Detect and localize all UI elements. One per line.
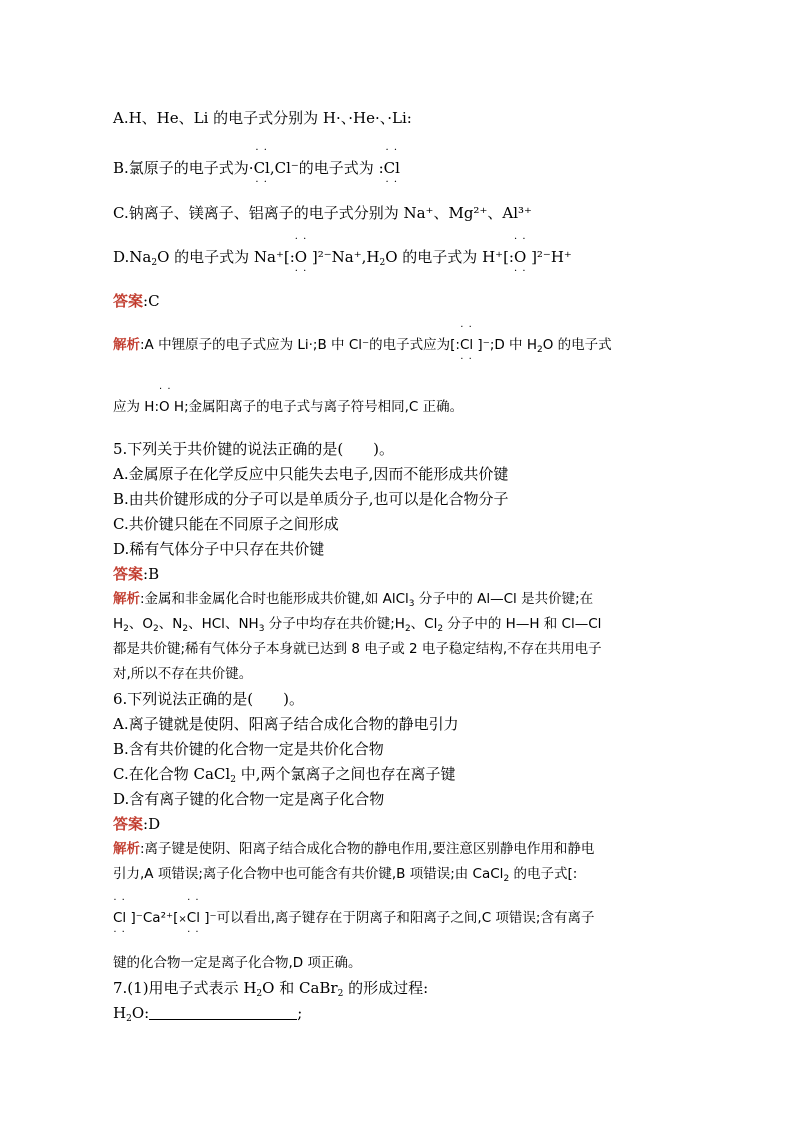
- o-electron-dot-2: · · O · ·: [513, 234, 527, 277]
- q5-option-a: A.金属原子在化学反应中只能失去电子,因而不能形成共价键: [113, 465, 509, 483]
- o-electron-dot: · · O: [159, 384, 172, 415]
- q5-stem: 5.下列关于共价键的说法正确的是( )。: [113, 440, 395, 458]
- q5-explanation-line-2: $H_2$、$O_2$、$N_2$、HCl、$NH_3$ 分子中均存在共价键$;H_2$、$Cl_2$ 分子中的 H—H 和 Cl—Cl: [113, 616, 602, 634]
- cl-electron-dot: · · Cl · ·: [253, 145, 270, 188]
- cl-electron-dot: · · Cl · ·: [113, 895, 127, 938]
- q6-explanation-line-2: 引力,A 项错误;离子化合物中也可能含有共价键,B 项错误;由 CaCl$_2$ 的电子式[:: [113, 866, 578, 884]
- q6-explanation-line-3: · · Cl · · ]⁻Ca²⁺[× · · Cl · · ]⁻可以看出,离子键存在于阴离子和阳离子之间,C 项错误;含有离子: [113, 895, 595, 938]
- q5-option-c: C.共价键只能在不同原子之间形成: [113, 515, 339, 533]
- answer-label: 答案: [113, 292, 144, 310]
- q5-explanation-line-1: 解析:金属和非金属化合时也能形成共价键,如 AlCl$_3$ 分子中的 Al—Cl 是共价键;在: [113, 591, 594, 609]
- q5-explanation-line-3: 都是共价键;稀有气体分子本身就已达到 8 电子或 2 电子稳定结构,不存在共用电子: [113, 641, 602, 657]
- q4-option-c: C.钠离子、镁离子、铝离子的电子式分别为 Na⁺、Mg²⁺、Al³⁺: [113, 204, 532, 222]
- q4-option-d: $D.Na_2O$ 的电子式为 Na⁺[: · · O · · ]$^{2-}Na^+,H_2O$ 的电子式为 H⁺[: · · O · · ]²⁻H⁺: [113, 234, 572, 277]
- q4-explanation-line-1: 解析:A 中锂原子的电子式应为 Li·;B 中 Cl⁻的电子式应为[: · · Cl · · ]⁻;D 中 $H_2O$ 的电子式: [113, 322, 612, 365]
- q7-stem: 7.(1)用电子式表示 $H_2O$ 和 CaBr$_2$ 的形成过程:: [113, 979, 429, 999]
- q5-option-d: D.稀有气体分子中只存在共价键: [113, 540, 325, 558]
- q5-answer: 答案:B: [113, 565, 160, 583]
- q4-option-b: B.氯原子的电子式为· · · Cl · · ,Cl⁻的电子式为 : · · Cl · ·: [113, 145, 400, 188]
- answer-label: 答案: [113, 815, 144, 833]
- q5-explanation-line-4: 对,所以不存在共价键。: [113, 666, 253, 682]
- q6-option-a: A.离子键就是使阴、阳离子结合成化合物的静电引力: [113, 715, 459, 733]
- q4-explanation-line-2: 应为 H: · · O H;金属阳离子的电子式与离子符号相同,C 正确。: [113, 384, 464, 415]
- cl-electron-dot: · · Cl · ·: [459, 322, 474, 365]
- q7-h2o-line: $H_2O$: ;: [113, 1004, 303, 1024]
- o-electron-dot: · · O · ·: [294, 234, 308, 277]
- q4-option-a: [113, 108, 412, 128]
- explanation-label: 解析: [113, 841, 140, 857]
- q6-option-c: C.在化合物 CaCl$_2$ 中,两个氯离子之间也存在离子键: [113, 765, 456, 785]
- cl-electron-dot-2: · · Cl · ·: [186, 895, 200, 938]
- explanation-label: 解析: [113, 591, 140, 607]
- q6-option-d: D.含有离子键的化合物一定是离子化合物: [113, 790, 385, 808]
- q6-explanation-line-4: 键的化合物一定是离子化合物,D 项正确。: [113, 955, 362, 971]
- q6-answer: 答案:D: [113, 815, 161, 833]
- q6-option-b: B.含有共价键的化合物一定是共价化合物: [113, 740, 384, 758]
- q6-explanation-line-1: 解析:离子键是使阴、阳离子结合成化合物的静电作用,要注意区别静电作用和静电: [113, 841, 595, 857]
- cl-ion-electron-dot: · · Cl · ·: [383, 145, 400, 188]
- h2o-answer-blank[interactable]: [149, 1005, 297, 1020]
- q5-option-b: B.由共价键形成的分子可以是单质分子,也可以是化合物分子: [113, 490, 509, 508]
- q4-option-a-text: A.H、He、Li 的电子式分别为 H·、·He·、·Li:: [113, 109, 412, 127]
- q6-stem: 6.下列说法正确的是( )。: [113, 690, 305, 708]
- answer-label: 答案: [113, 565, 144, 583]
- explanation-label: 解析: [113, 337, 140, 353]
- q4-answer: 答案:C: [113, 292, 160, 310]
